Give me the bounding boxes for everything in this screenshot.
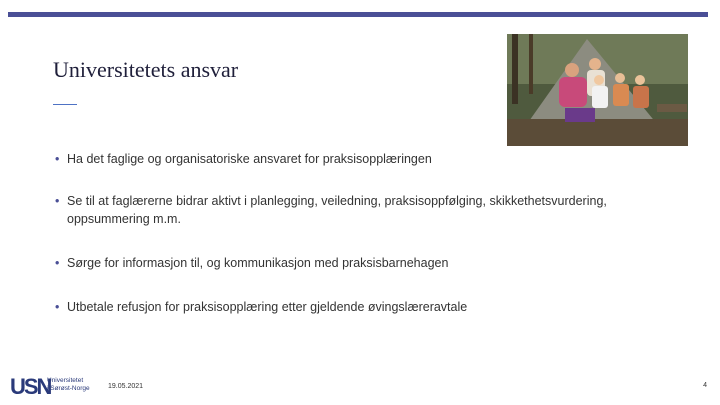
slide-photo bbox=[507, 34, 688, 146]
footer-date: 19.05.2021 bbox=[108, 383, 144, 390]
logo-mark: USN bbox=[10, 374, 51, 399]
bullet-text: Sørge for informasjon til, og kommunikasjon med praksisbarnehagen bbox=[67, 256, 449, 270]
bullet-item bbox=[55, 298, 615, 316]
title-underline bbox=[53, 104, 77, 105]
bullet-icon: • bbox=[55, 152, 60, 166]
slide-title: Universitetets ansvar bbox=[53, 57, 239, 82]
bullet-text: Se til at faglærerne bidrar aktivt i planlegging, veiledning, praksisoppfølging, skikkethetsvurdering, oppsummering m.m. bbox=[67, 194, 607, 226]
top-accent-bar bbox=[8, 12, 708, 17]
bullet-list bbox=[55, 150, 615, 316]
bullet-text: Utbetale refusjon for praksisopplæring etter gjeldende øvingslæreravtale bbox=[67, 300, 468, 314]
bullet-text: Ha det faglige og organisatoriske ansvaret for praksisopplæringen bbox=[67, 152, 432, 166]
page-number: 4 bbox=[703, 382, 707, 389]
bullet-icon: • bbox=[55, 256, 60, 270]
bullet-item bbox=[55, 254, 615, 272]
bullet-icon: • bbox=[55, 300, 60, 314]
bullet-item bbox=[55, 192, 615, 228]
bullet-item bbox=[55, 150, 615, 168]
bullet-icon: • bbox=[55, 194, 60, 208]
logo-line1: Universitetet bbox=[47, 377, 84, 384]
logo-line2: i Sørøst-Norge bbox=[47, 385, 90, 392]
logo-text bbox=[47, 377, 90, 393]
